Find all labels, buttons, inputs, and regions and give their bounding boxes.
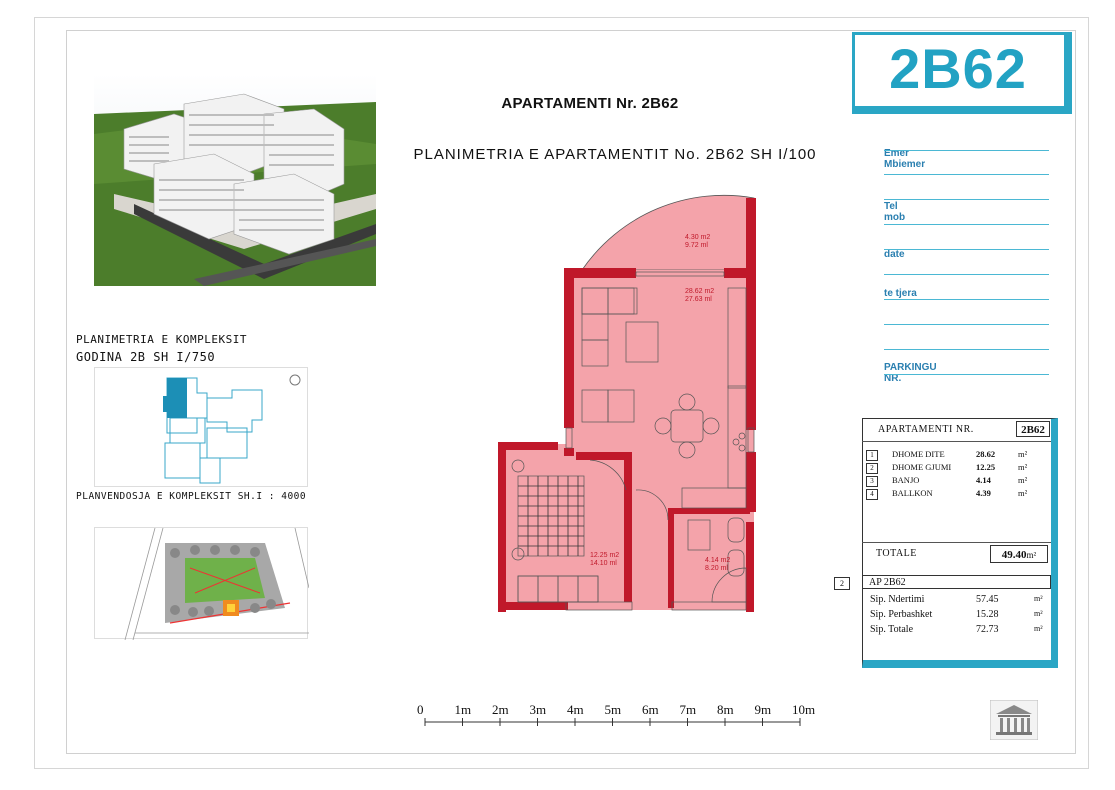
site-plan-label: PLANVENDOSJA E KOMPLEKSIT SH.I : 4000 bbox=[76, 491, 307, 502]
complex-plan-label-1: PLANIMETRIA E KOMPLEKSIT bbox=[76, 333, 247, 346]
ap-label: AP 2B62 bbox=[862, 575, 1051, 589]
scale-tick-label: 5m bbox=[604, 702, 622, 717]
summary-rows bbox=[870, 594, 1052, 639]
complex-plan-label-2: GODINA 2B SH I/750 bbox=[76, 350, 216, 364]
scale-tick-label: 1m bbox=[454, 702, 472, 717]
area-table-header-label: APARTAMENTI NR. bbox=[878, 424, 974, 435]
scale-tick-label: 8m bbox=[717, 702, 734, 717]
page-subtitle: PLANIMETRIA E APARTAMENTIT No. 2B62 SH I/100 bbox=[413, 146, 817, 163]
field-line bbox=[884, 274, 1049, 275]
room-label-bathroom: 4.14 m2 8.20 ml bbox=[705, 557, 731, 572]
summary-row: Sip. Totale 72.73 m² bbox=[870, 624, 1043, 635]
floor-plan bbox=[496, 190, 766, 615]
field-line bbox=[884, 199, 1049, 200]
building-columns-icon bbox=[990, 700, 1038, 740]
area-row: 1 DHOME DITE 28.62 m² bbox=[866, 449, 1052, 462]
scale-tick-label: 4m bbox=[567, 702, 584, 717]
area-rows bbox=[866, 449, 1052, 501]
scale-tick-label: 2m bbox=[492, 702, 509, 717]
room-label-living: 28.62 m2 27.63 ml bbox=[685, 288, 715, 303]
field-line bbox=[884, 299, 1049, 300]
room-label-balcony: 4.30 m2 9.72 ml bbox=[685, 234, 711, 249]
divider bbox=[862, 441, 1051, 442]
building-render-image bbox=[94, 74, 376, 286]
field-line bbox=[884, 324, 1049, 325]
scale-bar bbox=[418, 700, 838, 730]
summary-row: Sip. Perbashket 15.28 m² bbox=[870, 609, 1043, 620]
room-label-bedroom: 12.25 m2 14.10 ml bbox=[590, 552, 620, 567]
complex-plan-drawing bbox=[94, 367, 308, 487]
area-row: 4 BALLKON 4.39 m² bbox=[866, 488, 1052, 501]
summary-row: Sip. Ndertimi 57.45 m² bbox=[870, 594, 1043, 605]
field-line bbox=[884, 374, 1049, 375]
scale-tick-label: 7m bbox=[679, 702, 697, 717]
field-line bbox=[884, 224, 1049, 225]
site-plan-drawing bbox=[94, 527, 308, 639]
scale-tick-label: 10m bbox=[792, 702, 816, 717]
field-line bbox=[884, 150, 1049, 151]
total-value: 49.40m² bbox=[990, 545, 1048, 563]
area-table-header-value: 2B62 bbox=[1016, 421, 1050, 437]
scale-tick-label: 0 bbox=[417, 702, 424, 717]
form-field-name: Emer Mbiemer bbox=[884, 148, 926, 170]
scale-tick-label: 6m bbox=[642, 702, 659, 717]
divider bbox=[862, 542, 1051, 543]
form-field-phone: Tel mob bbox=[884, 201, 906, 223]
total-label: TOTALE bbox=[876, 548, 917, 559]
ref-code: 2B62 bbox=[889, 37, 1027, 100]
area-row: 3 BANJO 4.14 m² bbox=[866, 475, 1052, 488]
scale-tick-label: 3m bbox=[529, 702, 547, 717]
form-field-other: te tjera bbox=[884, 288, 917, 299]
field-line bbox=[884, 174, 1049, 175]
page-title: APARTAMENTI Nr. 2B62 bbox=[501, 95, 679, 112]
form-field-parking: PARKINGU NR. bbox=[884, 362, 937, 384]
ap-number: 2 bbox=[834, 577, 850, 590]
form-field-date: date bbox=[884, 249, 905, 260]
scale-tick-label: 9m bbox=[754, 702, 772, 717]
field-line bbox=[884, 249, 1049, 250]
field-line bbox=[884, 349, 1049, 350]
area-row: 2 DHOME GJUMI 12.25 m² bbox=[866, 462, 1052, 475]
